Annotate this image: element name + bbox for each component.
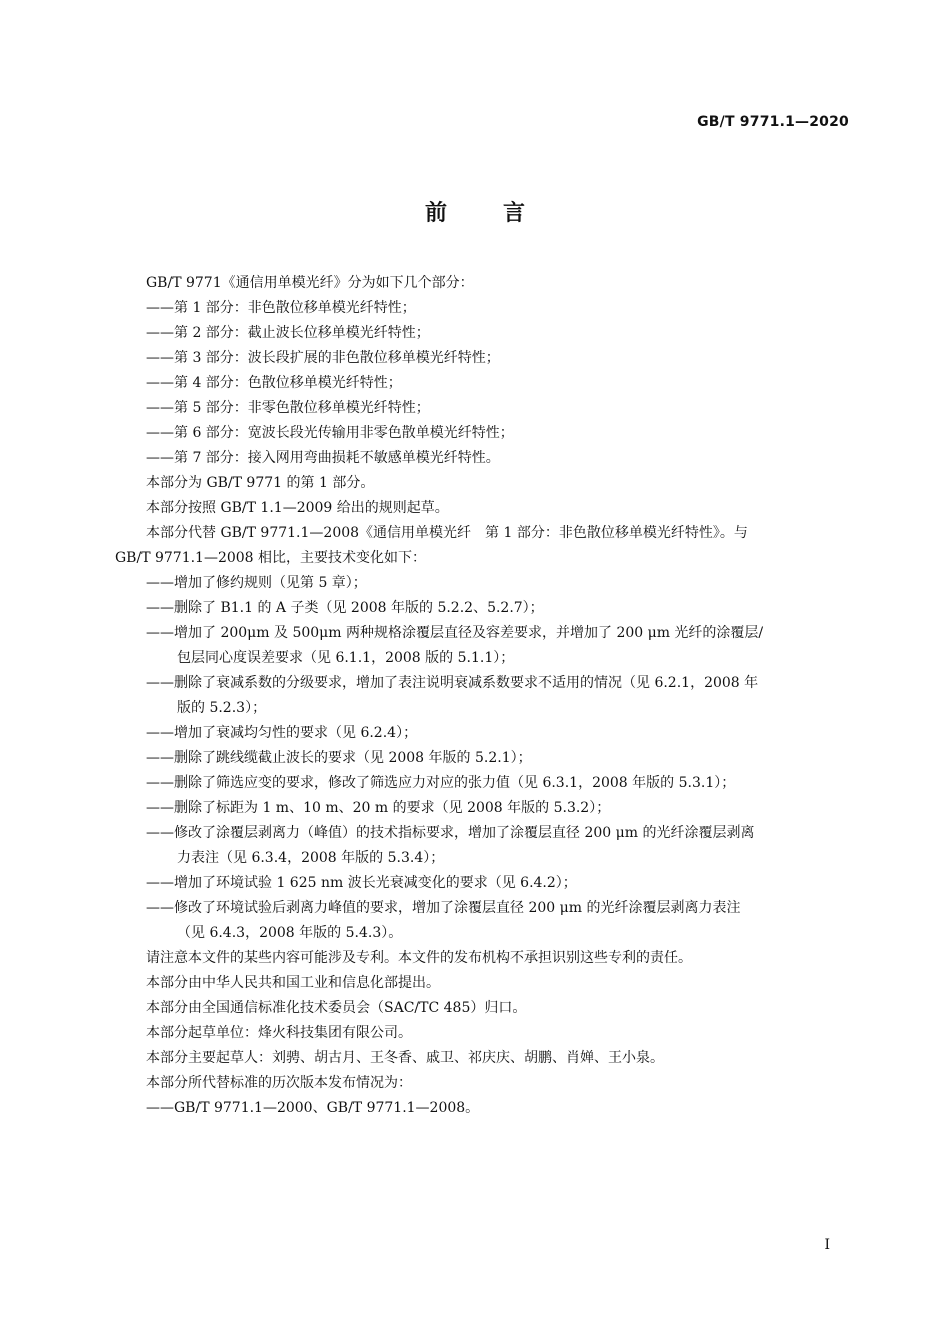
paragraph-line: 本部分所代替标准的历次版本发布情况为： bbox=[146, 1075, 412, 1091]
paragraph-line: 本部分由中华人民共和国工业和信息化部提出。 bbox=[146, 975, 440, 991]
list-item: ——删除了跳线缆截止波长的要求（见 2008 年版的 5.2.1）； bbox=[146, 750, 532, 766]
paragraph-line: GB/T 9771《通信用单模光纤》分为如下几个部分： bbox=[146, 275, 474, 291]
list-item: ——增加了环境试验 1 625 nm 波长光衰减变化的要求（见 6.4.2）； bbox=[146, 875, 577, 891]
list-item: ——修改了环境试验后剥离力峰值的要求，增加了涂覆层直径 200 μm 的光纤涂覆层剥离力表注 bbox=[146, 900, 741, 916]
paragraph-line: GB/T 9771.1—2008 相比，主要技术变化如下： bbox=[115, 550, 427, 566]
list-item: ——删除了筛选应变的要求，修改了筛选应力对应的张力值（见 6.3.1，2008 年版的 5.3.1）； bbox=[146, 775, 736, 791]
list-item: ——第 3 部分：波长段扩展的非色散位移单模光纤特性； bbox=[146, 350, 500, 366]
list-item: ——删除了衰减系数的分级要求，增加了表注说明衰减系数要求不适用的情况（见 6.2.1，2008 年 bbox=[146, 675, 759, 691]
list-item: ——第 2 部分：截止波长位移单模光纤特性； bbox=[146, 325, 430, 341]
paragraph-line: 本部分主要起草人：刘骋、胡古月、王冬香、戚卫、祁庆庆、胡鹏、肖婵、王小泉。 bbox=[146, 1050, 664, 1066]
list-item: ——第 7 部分：接入网用弯曲损耗不敏感单模光纤特性。 bbox=[146, 450, 500, 466]
list-item: ——第 5 部分：非零色散位移单模光纤特性； bbox=[146, 400, 430, 416]
list-item: ——GB/T 9771.1—2000、GB/T 9771.1—2008。 bbox=[146, 1100, 480, 1116]
list-item-continuation: 版的 5.2.3）； bbox=[177, 700, 267, 716]
page-number: I bbox=[824, 1237, 830, 1253]
standard-code: GB/T 9771.1—2020 bbox=[697, 114, 849, 130]
list-item: ——增加了 200μm 及 500μm 两种规格涂覆层直径及容差要求，并增加了 200 μm 光纤的涂覆层/ bbox=[146, 625, 764, 641]
paragraph-line: 请注意本文件的某些内容可能涉及专利。本文件的发布机构不承担识别这些专利的责任。 bbox=[146, 950, 692, 966]
list-item: ——增加了衰减均匀性的要求（见 6.2.4）； bbox=[146, 725, 418, 741]
page-title: 前言 bbox=[424, 201, 581, 226]
list-item-continuation: 包层同心度误差要求（见 6.1.1，2008 版的 5.1.1）； bbox=[177, 650, 515, 666]
document-body bbox=[115, 271, 850, 1121]
list-item: ——修改了涂覆层剥离力（峰值）的技术指标要求，增加了涂覆层直径 200 μm 的光纤涂覆层剥离 bbox=[146, 825, 755, 841]
list-item: ——第 4 部分：色散位移单模光纤特性； bbox=[146, 375, 402, 391]
paragraph-line: 本部分起草单位：烽火科技集团有限公司。 bbox=[146, 1025, 412, 1041]
list-item-continuation: 力表注（见 6.3.4，2008 年版的 5.3.4）； bbox=[177, 850, 445, 866]
list-item: ——删除了 B1.1 的 A 子类（见 2008 年版的 5.2.2、5.2.7）； bbox=[146, 600, 544, 616]
paragraph-line: 本部分代替 GB/T 9771.1—2008《通信用单模光纤 第 1 部分：非色散位移单模光纤特性》。与 bbox=[146, 525, 748, 541]
list-item: ——增加了修约规则（见第 5 章）； bbox=[146, 575, 367, 591]
list-item-continuation: （见 6.4.3，2008 年版的 5.4.3）。 bbox=[177, 925, 403, 941]
list-item: ——第 6 部分：宽波长段光传输用非零色散单模光纤特性； bbox=[146, 425, 514, 441]
list-item: ——第 1 部分：非色散位移单模光纤特性； bbox=[146, 300, 416, 316]
paragraph-line: 本部分由全国通信标准化技术委员会（SAC/TC 485）归口。 bbox=[146, 1000, 527, 1016]
paragraph-line: 本部分为 GB/T 9771 的第 1 部分。 bbox=[146, 475, 375, 491]
paragraph-line: 本部分按照 GB/T 1.1—2009 给出的规则起草。 bbox=[146, 500, 449, 516]
list-item: ——删除了标距为 1 m、10 m、20 m 的要求（见 2008 年版的 5.3.2）； bbox=[146, 800, 611, 816]
